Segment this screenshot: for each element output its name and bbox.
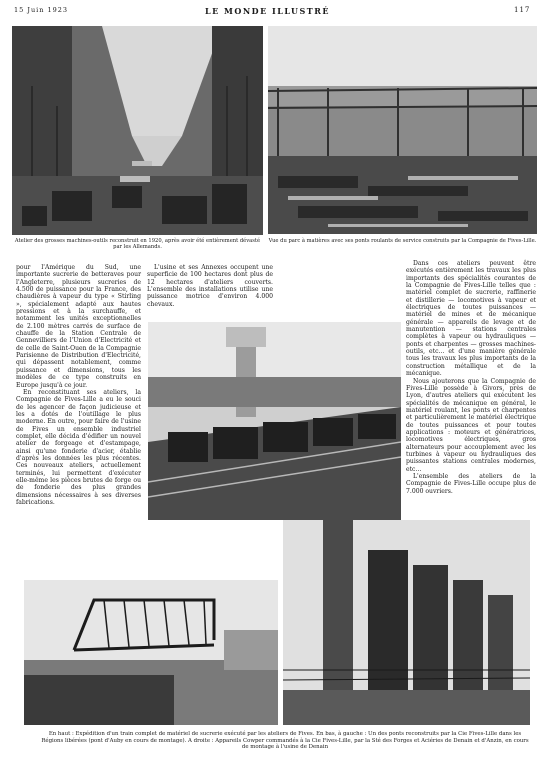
text-column-3 [406, 260, 536, 495]
paragraph: En reconstituant ses ateliers, la Compagnie de Fives-Lille a eu le souci de les agencer de façon judicieuse et les a dotés de l'outillage le plus moderne. En outre, pour faire de l'usine de Fives un ensemble industriel complet, elle décida d'édifier un nouvel atelier de forgeage et d'estampage, ainsi qu'une fonderie d'acier, établie d'après les données les plus récentes. Ces nouveaux ateliers, actuellement terminés, lui permettent d'exécuter elle-même les pièces brutes de forge ou de fonderie des plus grandes dimensions nécessaires à ses diverses fabrications. [16, 388, 141, 506]
paragraph: Dans ces ateliers peuvent être exécutés entièrement les travaux les plus importants des spécialités courantes de la Compagnie de Fives-Lille telles que : matériel complet de sucrerie, raffinerie et distillerie — locomotives à vapeur et électriques de toutes puissances — matériel de mines et de mécanique générale — appareils de levage et de manutention — stations centrales complètes à vapeur ou hydrauliques — ponts et charpentes — grosses machines-outils, etc... et d'une manière générale tous les travaux les plus importants de la construction métallique et de la mécanique. [406, 260, 536, 378]
page-number: 117 [514, 6, 531, 14]
text-column-2 [147, 264, 273, 308]
paragraph: L'ensemble des ateliers de la Compagnie de Fives-Lille occupe plus de 7.000 ouvriers. [406, 472, 536, 495]
issue-date: 15 Juin 1923 [14, 6, 69, 14]
caption-top-right: Vue du parc à matières avec ses ponts roulants de service construits par la Compagnie de Fives-Lille. [268, 238, 537, 244]
cowper-photo [283, 520, 530, 725]
text-column-1 [16, 264, 141, 506]
magazine-title: LE MONDE ILLUSTRÉ [205, 6, 330, 16]
storage-yard-photo [268, 26, 537, 234]
bridge-photo [24, 580, 278, 725]
workshop-photo [12, 26, 263, 235]
paragraph: Nous ajouterons que la Compagnie de Fives-Lille possède à Givors, près de Lyon, d'autres ateliers qui exécutent les spécialités de mécanique en général, le matériel roulant, les ponts et charpentes et particulièrement le matériel électrique de toutes puissances et pour toutes applications : moteurs et génératrices, locomotives électriques, gros alternateurs pour accouplement avec les turbines à vapeur ou hydrauliques des puissantes stations centrales modernes, etc... [406, 377, 536, 473]
caption-top-left: Atelier des grosses machines-outils reconstruit en 1920, après avoir été entièrement dévasté par les Allemands. [14, 238, 261, 251]
train-photo [148, 322, 401, 520]
paragraph: L'usine et ses Annexes occupent une superficie de 100 hectares dont plus de 12 hectares d'ateliers couverts. L'ensemble des installations utilise une puissance motrice d'environ 4.000 chevaux. [147, 264, 273, 308]
caption-bottom: En haut : Expédition d'un train complet de matériel de sucrerie exécuté par les ateliers de Fives. En bas, à gauche : Un des ponts reconstruits par la Cie Fives-Lille dans les Régions libérées (pont d'Auby en cours de montage). A droite : Appareils Cowper commandés à la Cie Fives-Lille, par la Sté des Forges et Aciéries de Denain et d'Anzin, en cours de montage à l'usine de Denain [41, 731, 529, 751]
paragraph: pour l'Amérique du Sud, une importante sucrerie de betteraves pour l'Angleterre, plusieurs sucreries de 4.500 de puissance pour la France, des chaudières à vapeur du type « Stirling », spécialement adapté aux hautes pressions et à la surchauffe, et notamment les unités exceptionnelles de 2.100 mètres carrés de surface de chauffe de la Station Centrale de Gennevilliers de l'Union d'Electricité et de celle de Saint-Ouen de la Compagnie Parisienne de Distribution d'Electricité, qui dépassent notablement, comme puissance et dimensions, tous les modèles de ce type construits en Europe jusqu'à ce jour. [16, 264, 141, 389]
